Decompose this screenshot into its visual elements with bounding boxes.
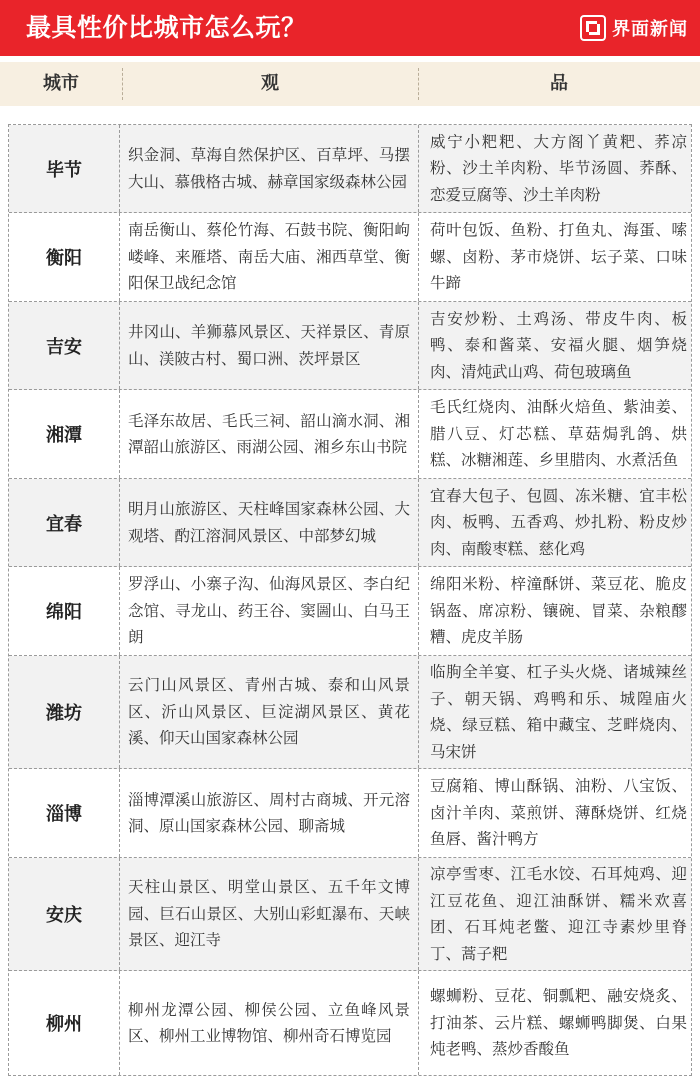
city-name: 衡阳 [9, 213, 120, 301]
brand-icon [580, 15, 606, 41]
sights-text: 井冈山、羊狮慕风景区、天祥景区、青原山、渼陂古村、蜀口洲、茨坪景区 [128, 323, 410, 368]
city-name: 毕节 [9, 125, 120, 212]
city-name: 宜春 [9, 479, 120, 566]
sights-cell [119, 390, 419, 478]
table-row [9, 479, 691, 567]
sights-text: 毛泽东故居、毛氏三祠、韶山滴水洞、湘潭韶山旅游区、雨湖公园、湘乡东山书院 [128, 411, 410, 456]
sights-text: 淄博潭溪山旅游区、周村古商城、开元溶洞、原山国家森林公园、聊斋城 [128, 790, 410, 835]
sights-cell [119, 971, 419, 1075]
food-cell [419, 125, 691, 212]
city-name: 潍坊 [9, 656, 120, 768]
city-name: 湘潭 [9, 390, 120, 478]
sights-text: 天柱山景区、明堂山景区、五千年文博园、巨石山景区、大别山彩虹瀑布、天峡景区、迎江寺 [128, 878, 410, 950]
table-row [9, 858, 691, 971]
food-cell [419, 656, 691, 768]
table-row [9, 390, 691, 479]
food-text: 凉亭雪枣、江毛水饺、石耳炖鸡、迎江豆花鱼、迎江油酥饼、糯米欢喜团、石耳炖老鳖、迎江寺素炒里脊丁、蒿子粑 [430, 865, 687, 963]
sights-text: 南岳衡山、蔡伦竹海、石鼓书院、衡阳岣嵝峰、来雁塔、南岳大庙、湘西草堂、衡阳保卫战纪念馆 [128, 221, 410, 293]
column-header-row [0, 62, 700, 106]
food-cell [419, 971, 691, 1075]
food-text: 临朐全羊宴、杠子头火烧、诸城辣丝子、朝天锅、鸡鸭和乐、城隍庙火烧、绿豆糕、箱中藏宝、芝畔烧肉、马宋饼 [430, 663, 687, 761]
sights-text: 织金洞、草海自然保护区、百草坪、马摆大山、慕俄格古城、赫章国家级森林公园 [128, 146, 410, 191]
food-cell [419, 567, 691, 655]
food-text: 荷叶包饭、鱼粉、打鱼丸、海蛋、嗦螺、卤粉、茅市烧饼、坛子菜、口味牛蹄 [430, 221, 687, 293]
food-text: 绵阳米粉、梓潼酥饼、菜豆花、脆皮锅盔、席凉粉、镶碗、冒菜、杂粮醪糟、虎皮羊肠 [430, 575, 687, 647]
food-cell [419, 213, 691, 301]
sights-cell [119, 302, 419, 389]
city-name: 淄博 [9, 769, 120, 857]
brand-name: 界面新闻 [612, 19, 688, 40]
sights-cell [119, 858, 419, 970]
sights-cell [119, 567, 419, 655]
city-name: 吉安 [9, 302, 120, 389]
table-row [9, 971, 691, 1075]
table-row [9, 302, 691, 390]
city-name: 绵阳 [9, 567, 120, 655]
column-header-food: 品 [550, 73, 568, 94]
table-row [9, 125, 691, 213]
sights-cell [119, 213, 419, 301]
food-cell [419, 302, 691, 389]
sights-text: 明月山旅游区、天柱峰国家森林公园、大观塔、酌江溶洞风景区、中部梦幻城 [128, 500, 410, 545]
table-row [9, 567, 691, 656]
sights-text: 罗浮山、小寨子沟、仙海风景区、李白纪念馆、寻龙山、药王谷、窦圌山、白马王朗 [128, 575, 410, 647]
food-cell [419, 858, 691, 970]
sights-cell [119, 125, 419, 212]
city-table [8, 124, 692, 1076]
food-text: 螺蛳粉、豆花、铜瓢粑、融安烧炙、打油茶、云片糕、螺蛳鸭脚煲、白果炖老鸭、蒸炒香酸鱼 [430, 987, 687, 1059]
header-bar [0, 0, 700, 56]
food-text: 宜春大包子、包圆、冻米糖、宜丰松肉、板鸭、五香鸡、炒扎粉、粉皮炒肉、南酸枣糕、慈化鸡 [430, 486, 687, 558]
sights-cell [119, 479, 419, 566]
table-row [9, 213, 691, 302]
sights-text: 柳州龙潭公园、柳侯公园、立鱼峰风景区、柳州工业博物馆、柳州奇石博览园 [128, 1000, 410, 1045]
food-cell [419, 479, 691, 566]
brand-logo [580, 13, 688, 43]
food-text: 威宁小粑粑、大方阁丫黄粑、荞凉粉、沙土羊肉粉、毕节汤圆、荞酥、恋爱豆腐等、沙土羊肉粉 [430, 132, 687, 204]
page-title: 最具性价比城市怎么玩？ [26, 13, 307, 42]
sights-cell [119, 656, 419, 768]
city-name: 安庆 [9, 858, 120, 970]
food-cell [419, 769, 691, 857]
sights-text: 云门山风景区、青州古城、泰和山风景区、沂山风景区、巨淀湖风景区、黄花溪、仰天山国家森林公园 [128, 676, 410, 748]
table-row [9, 769, 691, 858]
column-header-sights: 观 [261, 73, 279, 94]
food-text: 毛氏红烧肉、油酥火焙鱼、紫油姜、腊八豆、灯芯糕、草菇焗乳鸽、烘糕、冰糖湘莲、乡里腊肉、水煮活鱼 [430, 398, 687, 470]
sights-cell [119, 769, 419, 857]
city-name: 柳州 [9, 971, 120, 1075]
column-header-city: 城市 [43, 73, 79, 94]
food-text: 豆腐箱、博山酥锅、油粉、八宝饭、卤汁羊肉、菜煎饼、薄酥烧饼、红烧鱼唇、酱汁鸭方 [430, 777, 687, 849]
food-cell [419, 390, 691, 478]
table-row [9, 656, 691, 769]
food-text: 吉安炒粉、土鸡汤、带皮牛肉、板鸭、泰和酱菜、安福火腿、烟笋烧肉、清炖武山鸡、荷包玻璃鱼 [430, 309, 687, 381]
